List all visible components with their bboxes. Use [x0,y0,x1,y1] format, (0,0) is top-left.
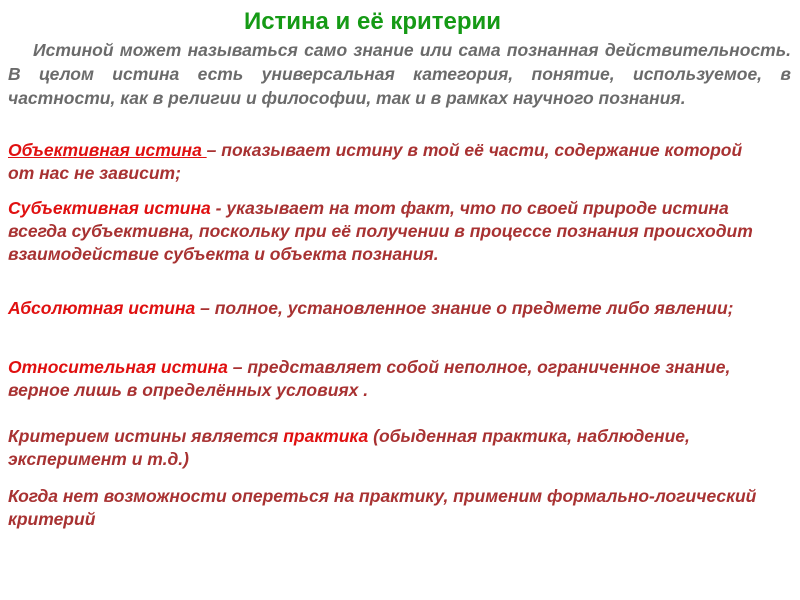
subjective-truth-text: - указывает на тот факт, что по своей природе истина всегда субъективна, поскольку при её получении в процессе познания происходит взаимодействие субъекта и объекта познания. [8,198,753,264]
objective-truth-paragraph [8,139,768,185]
objective-truth-text: – показывает истину в той её части, содержание которой от нас не зависит; [8,140,743,183]
slide-title: Истина и её критерии [243,8,502,35]
formal-logic-criterion-paragraph: Когда нет возможности опереться на практику, применим формально-логический критерий [8,486,757,529]
subjective-truth-term: Субъективная истина [8,198,211,218]
relative-truth-paragraph [8,356,768,402]
practice-term: практика [283,426,369,446]
truth-criterion-text-before: Критерием истины является [8,426,284,446]
truth-criterion-paragraph [8,425,798,471]
relative-truth-text: – представляет собой неполное, ограниченное знание, верное лишь в определённых условиях . [8,357,731,400]
absolute-truth-term: Абсолютная истина [8,298,196,318]
absolute-truth-paragraph [8,297,768,320]
truth-criterion-text-after: (обыденная практика, наблюдение, эксперимент и т.д.) [8,426,690,469]
objective-truth-term: Объективная истина [8,140,207,160]
relative-truth-term: Относительная истина [8,357,228,377]
absolute-truth-text: – полное, установленное знание о предмете либо явлении; [195,298,734,318]
intro-paragraph: Истиной может называться само знание или сама познанная действительность. В целом истина есть универсальная категория, понятие, используемое, в частности, как в религии и философии, так и в рамках научного познания. [8,40,791,108]
subjective-truth-paragraph [8,197,768,266]
